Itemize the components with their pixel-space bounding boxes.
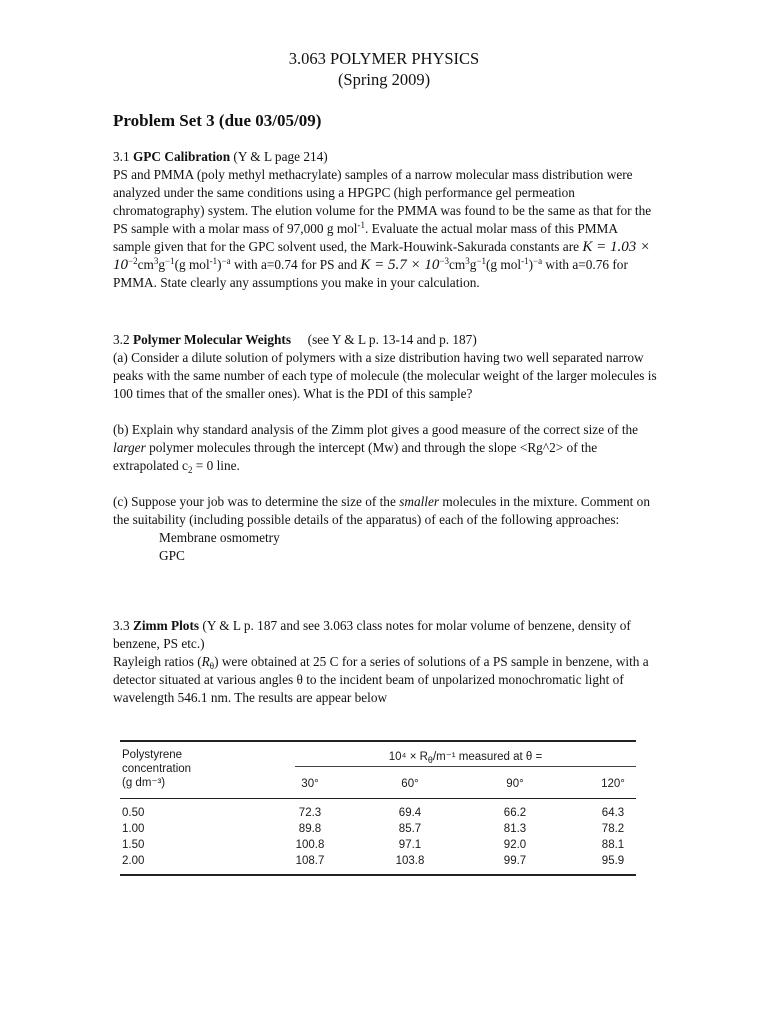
- table-cell: 108.7: [295, 855, 325, 867]
- unit: ): [217, 257, 222, 272]
- approach-membrane-osmometry: Membrane osmometry: [159, 530, 280, 545]
- table-row-concentration: 1.50: [122, 839, 145, 851]
- problem-3-3: [113, 617, 658, 707]
- problem-body: with a=0.74 for PS and: [230, 257, 361, 272]
- unit: g: [158, 257, 165, 272]
- header-partial-rule: [295, 766, 636, 767]
- problem-3-3-heading: [113, 617, 658, 653]
- table-cell: 103.8: [395, 855, 425, 867]
- table-cell: 64.3: [601, 807, 625, 819]
- exponent: -1: [357, 220, 365, 230]
- subscript: 2: [187, 465, 193, 475]
- course-title: 3.063 POLYMER PHYSICS: [288, 49, 480, 68]
- problem-3-3-body: [113, 653, 658, 707]
- part-b-text: [113, 421, 658, 475]
- table-cell: 78.2: [601, 823, 625, 835]
- problem-3-2-heading: [113, 331, 658, 349]
- problem-number: 3.3: [113, 618, 133, 633]
- angle-header: 30°: [301, 778, 319, 790]
- table-cell: 92.0: [503, 839, 527, 851]
- part-b-segment: (b) Explain why standard analysis of the Zimm plot gives a good measure of the correct size of the: [113, 422, 639, 437]
- problem-reference: (see Y & L p. 13-14 and p. 187): [291, 332, 477, 347]
- exponent: −a: [533, 256, 543, 266]
- unit: cm: [449, 257, 466, 272]
- unit: ): [528, 257, 534, 272]
- part-c-segment: molecules in the mixture. Comment on the suitability (including possible details of the apparatus) of each of the following approaches:: [113, 494, 650, 527]
- table-top-rule: [120, 740, 636, 742]
- table-row-concentration: 0.50: [122, 807, 145, 819]
- table-cell: 99.7: [503, 855, 527, 867]
- table-cell: 97.1: [398, 839, 422, 851]
- r-theta: R: [201, 654, 210, 669]
- header-part: 10⁴ × R: [388, 751, 428, 763]
- unit: (g mol: [174, 257, 210, 272]
- exponent: -1: [521, 256, 529, 266]
- header-line: concentration: [122, 763, 192, 775]
- emphasis-larger: larger: [113, 440, 146, 455]
- angle-header: 90°: [506, 778, 524, 790]
- table-header-rule: [120, 798, 636, 799]
- angle-header: 120°: [601, 778, 625, 790]
- problem-title: Zimm Plots: [132, 618, 200, 633]
- header-part: /m⁻¹ measured at θ =: [432, 751, 543, 763]
- table-cell: 85.7: [398, 823, 422, 835]
- measurement-header: [295, 749, 636, 763]
- exponent: 3: [153, 256, 159, 266]
- problem-body: with a=0.76 for PMMA. State clearly any assumptions you make in your calculation.: [113, 257, 628, 290]
- problem-number: 3.2: [113, 332, 133, 347]
- table-cell: 81.3: [503, 823, 527, 835]
- exponent: −a: [221, 256, 231, 266]
- part-b-segment: polymer molecules through the intercept (Mw) and through the slope <Rg^2> of the extrapolated c: [113, 440, 598, 473]
- exponent: -1: [209, 256, 218, 266]
- header-line: Polystyrene: [122, 749, 183, 761]
- exponent: −1: [476, 256, 486, 266]
- body-segment: ) were obtained at 25 C for a series of solutions of a PS sample in benzene, with a detector situated at various angles θ to the incident beam of unpolarized monochromatic light of wavelength 546.1 nm. The results are appear below: [113, 654, 649, 705]
- k-constant-ps: K = 1.03 × 10: [113, 239, 651, 273]
- part-c-segment: (c) Suppose your job was to determine the size of the: [113, 494, 400, 509]
- part-c-text: [113, 493, 658, 529]
- exponent: −3: [439, 256, 449, 266]
- problem-3-1-text: [113, 148, 658, 292]
- table-cell: 66.2: [503, 807, 527, 819]
- unit: g: [469, 257, 477, 272]
- unit: cm: [137, 257, 154, 272]
- problem-reference: (Y & L p. 187 and see 3.063 class notes for molar volume of benzene, density of benzene, PS etc.): [113, 618, 631, 651]
- problem-title: Polymer Molecular Weights: [132, 332, 292, 347]
- k-constant-pmma: K = 5.7 × 10: [360, 257, 440, 273]
- table-cell: 95.9: [601, 855, 625, 867]
- table-cell: 89.8: [298, 823, 322, 835]
- table-cell: 69.4: [398, 807, 422, 819]
- problem-number: 3.1: [113, 149, 133, 164]
- approach-gpc: GPC: [159, 548, 185, 563]
- problem-body: PS and PMMA (poly methyl methacrylate) samples of a narrow molecular mass distribution were analyzed under the same conditions using a HPGPC (high performance gel permeation chromatography) system. The elution volume for the PMMA was found to be the same as that for the PS sample with a molar mass of 97,000 g mol: [113, 167, 652, 236]
- exponent: −1: [164, 256, 175, 266]
- subscript: θ: [427, 755, 433, 765]
- course-term: (Spring 2009): [337, 70, 431, 89]
- problem-body: . Evaluate the actual molar mass of this PMMA sample given that for the GPC solvent used, the Mark-Houwink-Sakurada constants are: [113, 221, 618, 254]
- problem-reference: (Y & L page 214): [230, 149, 328, 164]
- table-bottom-rule: [120, 874, 636, 876]
- header-line: (g dm⁻³): [122, 777, 166, 789]
- body-segment: Rayleigh ratios (: [113, 654, 202, 669]
- angle-header: 60°: [401, 778, 419, 790]
- rayleigh-ratio-table: [120, 740, 636, 875]
- problem-title: GPC Calibration: [132, 149, 231, 164]
- emphasis-smaller: smaller: [399, 494, 440, 509]
- problem-3-1: [113, 148, 658, 292]
- exponent: 3: [465, 256, 470, 266]
- table-row-concentration: 1.00: [122, 823, 145, 835]
- problem-set-title: Problem Set 3 (due 03/05/09): [113, 111, 322, 130]
- table-row-concentration: 2.00: [122, 855, 145, 867]
- subscript: θ: [209, 661, 215, 671]
- exponent: −2: [128, 256, 138, 266]
- table-cell: 100.8: [295, 839, 325, 851]
- unit: (g mol: [485, 257, 522, 272]
- concentration-header: [122, 748, 191, 790]
- part-b-segment: = 0 line.: [192, 458, 240, 473]
- part-a-text: (a) Consider a dilute solution of polymers with a size distribution having two well separated narrow peaks with the same number of each type of molecule (the molecular weight of the larger molecules is 100 times that of the smaller ones). What is the PDI of this sample?: [113, 350, 657, 401]
- table-cell: 72.3: [298, 807, 322, 819]
- problem-3-2: [113, 331, 658, 565]
- table-cell: 88.1: [601, 839, 625, 851]
